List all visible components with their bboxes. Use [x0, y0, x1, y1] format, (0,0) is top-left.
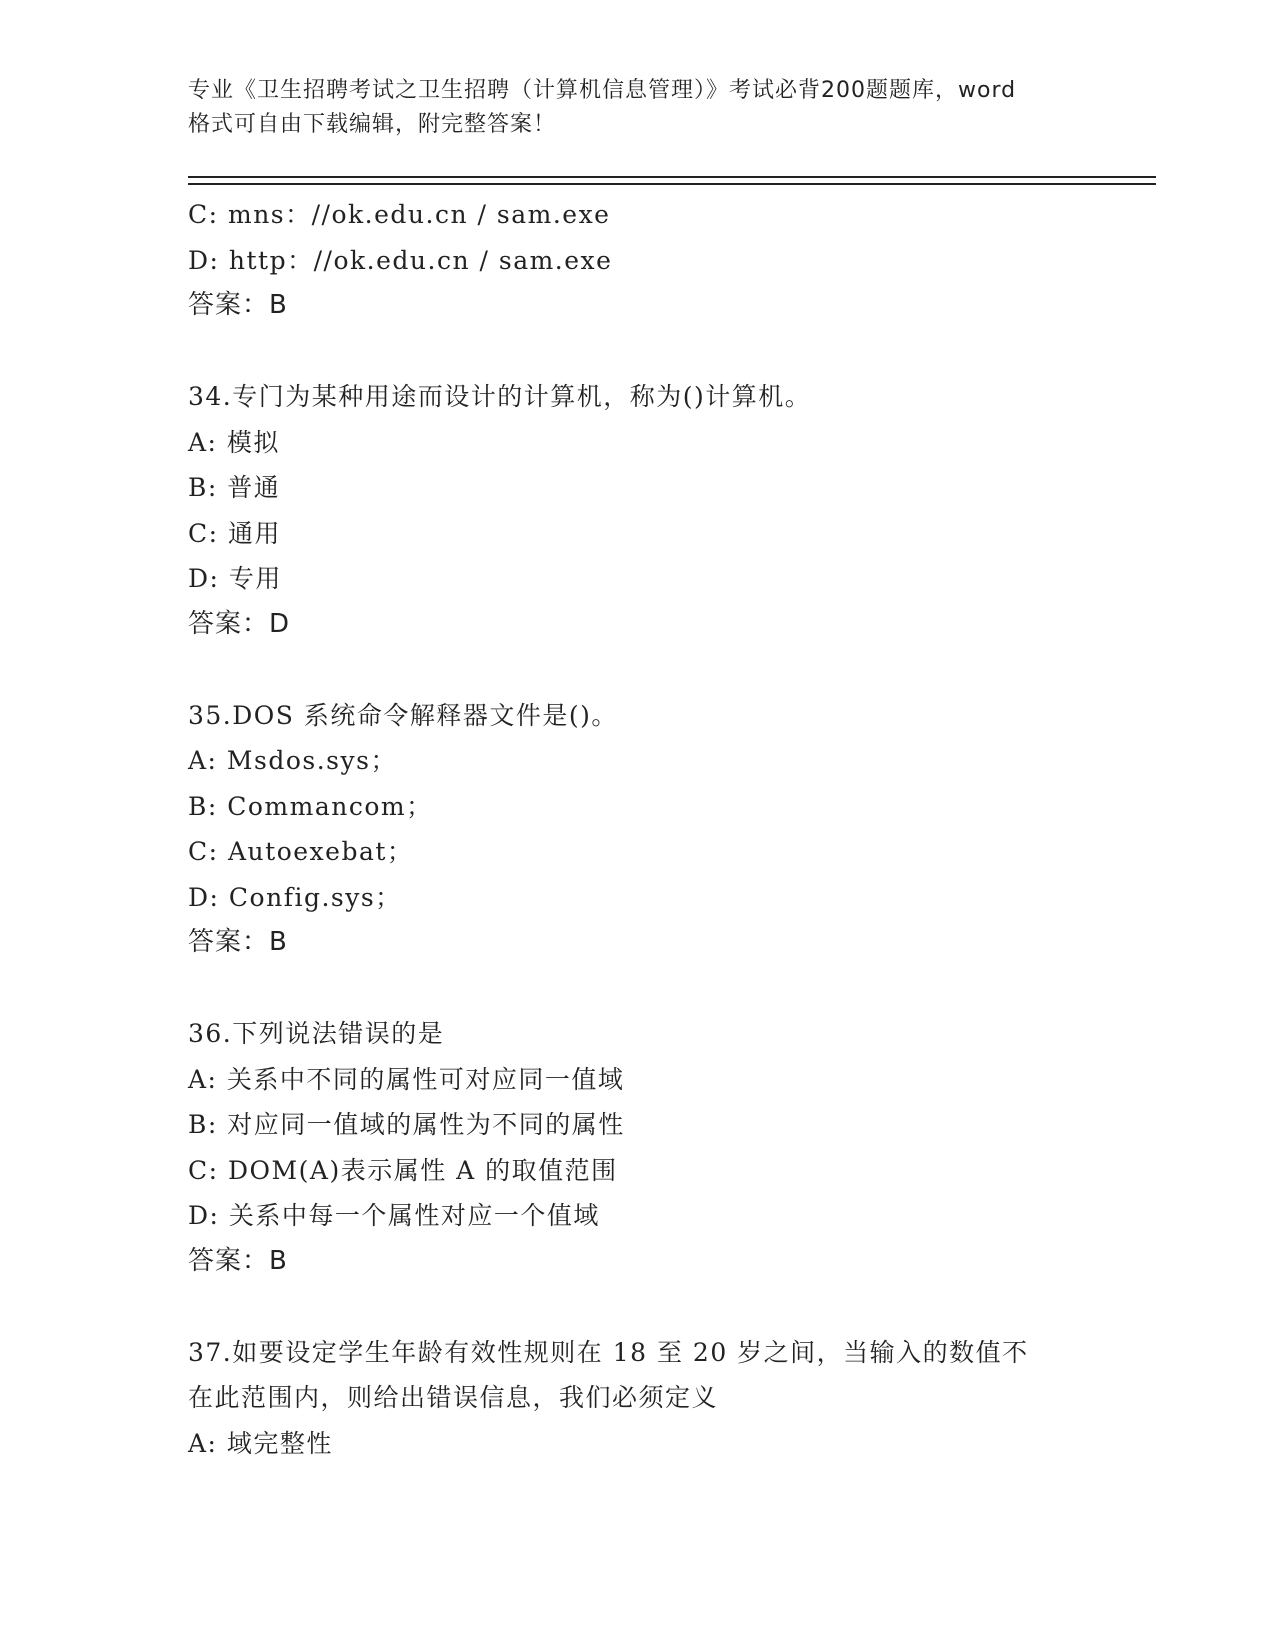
- option-c: C: 通用: [188, 518, 281, 548]
- option-c: C: DOM(A)表示属性 A 的取值范围: [188, 1155, 618, 1185]
- question-stem: 34.专门为某种用途而设计的计算机，称为()计算机。: [188, 382, 812, 411]
- header-divider-top: [188, 176, 1156, 178]
- option-a: A: 模拟: [188, 427, 280, 457]
- option-b: B: 普通: [188, 473, 281, 502]
- option-a: A: 域完整性: [188, 1428, 333, 1458]
- spacer: [188, 647, 1088, 693]
- option-d: D: http：//ok.edu.cn / sam.exe: [188, 245, 613, 275]
- answer-line: 答案：D: [188, 608, 291, 639]
- spacer: [188, 1284, 1088, 1330]
- option-d: D: 关系中每一个属性对应一个值域: [188, 1201, 600, 1230]
- option-a: A: Msdos.sys；: [188, 746, 397, 775]
- question-content: [188, 192, 1088, 1466]
- option-a: A: 关系中不同的属性可对应同一值域: [188, 1064, 625, 1094]
- spacer: [188, 329, 1088, 375]
- answer-line: 答案：B: [188, 290, 288, 320]
- answer-line: 答案：B: [188, 1245, 288, 1276]
- option-d: D: Config.sys；: [188, 882, 402, 912]
- question-stem: 35.DOS 系统命令解释器文件是()。: [188, 700, 618, 730]
- header-divider-bottom: [188, 183, 1156, 185]
- option-c: C: Autoexebat；: [188, 837, 414, 866]
- document-header: [188, 74, 1088, 142]
- option-d: D: 专用: [188, 564, 282, 593]
- header-line-2: 格式可自由下载编辑，附完整答案！: [188, 112, 557, 137]
- option-c: C: mns：//ok.edu.cn / sam.exe: [188, 200, 611, 229]
- header-line-1: 专业《卫生招聘考试之卫生招聘（计算机信息管理）》考试必背200题题库，word: [188, 78, 1017, 103]
- spacer: [188, 966, 1088, 1012]
- option-b: B: Commancom；: [188, 791, 433, 821]
- answer-line: 答案：B: [188, 927, 288, 957]
- question-stem: 36.下列说法错误的是: [188, 1019, 445, 1048]
- question-stem-line-1: 37.如要设定学生年龄有效性规则在 18 至 20 岁之间，当输入的数值不: [188, 1337, 1029, 1367]
- option-b: B: 对应同一值域的属性为不同的属性: [188, 1110, 625, 1139]
- question-stem-line-2: 在此范围内，则给出错误信息，我们必须定义: [188, 1383, 719, 1412]
